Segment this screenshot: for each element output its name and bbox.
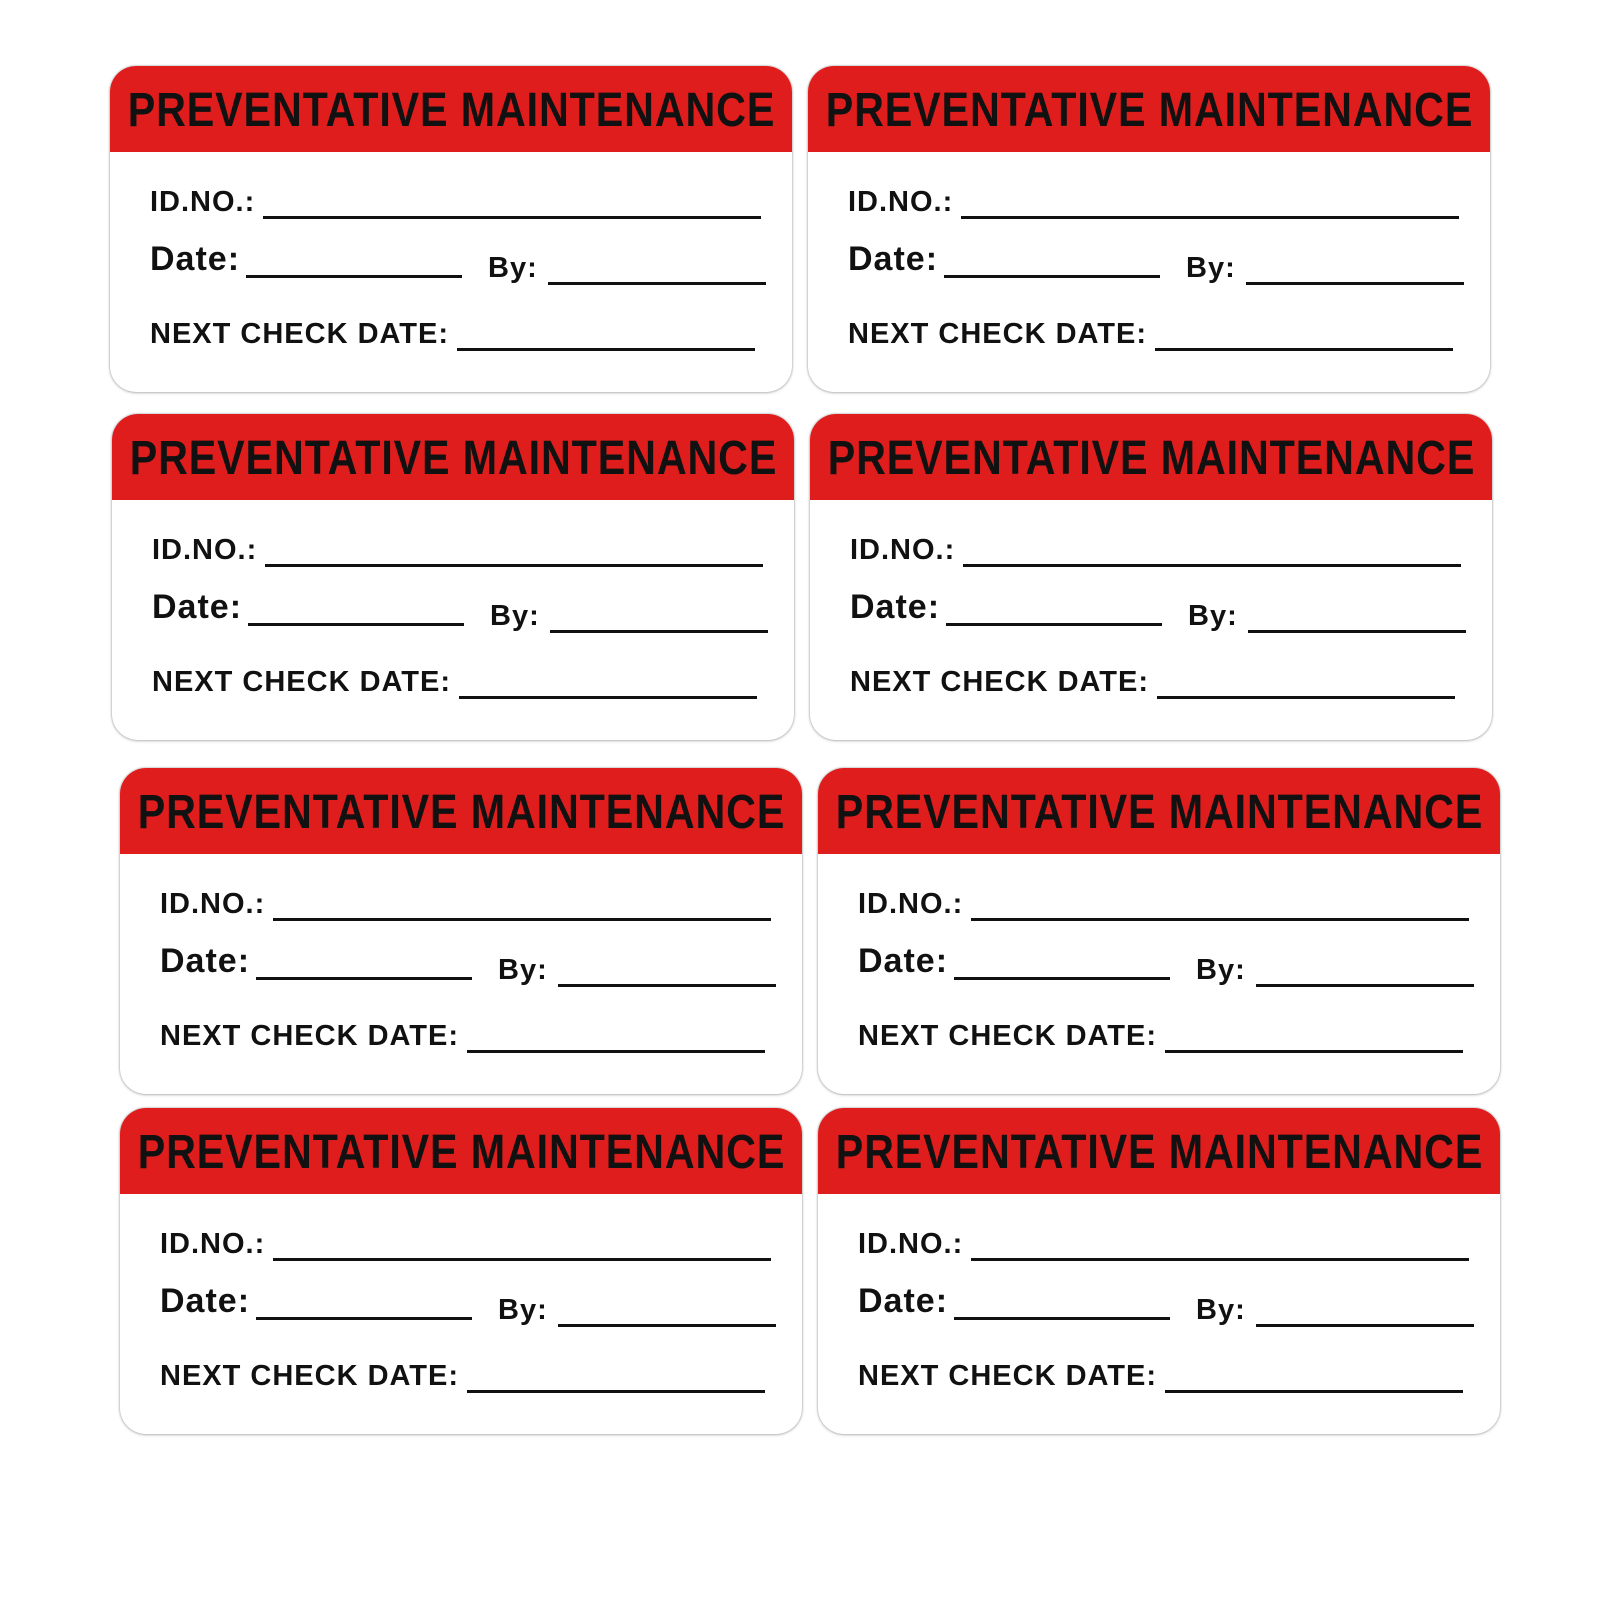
date-label: Date:: [848, 240, 939, 278]
id-number-blank: [961, 216, 1459, 219]
date-blank: [944, 275, 1160, 278]
next-check-date-label: NEXT CHECK DATE:: [848, 318, 1148, 350]
id-number-label: ID.NO.:: [152, 534, 258, 566]
label-header: [818, 768, 1500, 854]
maintenance-label: [120, 1108, 802, 1434]
by-row: [490, 602, 768, 631]
date-row: [848, 242, 1160, 276]
id-number-blank: [263, 216, 761, 219]
label-title: PREVENTATIVE MAINTENANCE: [835, 1126, 1483, 1179]
next-check-date-row: [858, 1022, 1463, 1051]
id-number-blank: [963, 564, 1461, 567]
date-label: Date:: [160, 1282, 251, 1320]
by-label: By:: [1196, 1294, 1246, 1326]
by-row: [1186, 254, 1464, 283]
by-blank: [550, 630, 768, 633]
label-header: [110, 66, 792, 152]
id-number-label: ID.NO.:: [858, 888, 964, 920]
next-check-date-blank: [1155, 348, 1453, 351]
next-check-date-label: NEXT CHECK DATE:: [152, 666, 452, 698]
label-title: PREVENTATIVE MAINTENANCE: [835, 786, 1483, 839]
by-row: [488, 254, 766, 283]
label-title: PREVENTATIVE MAINTENANCE: [137, 1126, 785, 1179]
id-number-blank: [971, 1258, 1469, 1261]
label-header: [120, 1108, 802, 1194]
next-check-date-blank: [467, 1390, 765, 1393]
date-label: Date:: [858, 942, 949, 980]
next-check-date-row: [160, 1362, 765, 1391]
maintenance-label: [810, 414, 1492, 740]
next-check-date-blank: [1165, 1050, 1463, 1053]
maintenance-label: [818, 768, 1500, 1094]
date-label: Date:: [858, 1282, 949, 1320]
id-number-row: [848, 188, 1459, 217]
id-number-row: [152, 536, 763, 565]
next-check-date-row: [160, 1022, 765, 1051]
by-row: [1188, 602, 1466, 631]
id-number-label: ID.NO.:: [160, 1228, 266, 1260]
date-row: [152, 590, 464, 624]
label-title: PREVENTATIVE MAINTENANCE: [129, 432, 777, 485]
date-label: Date:: [850, 588, 941, 626]
by-row: [498, 956, 776, 985]
next-check-date-blank: [1165, 1390, 1463, 1393]
id-number-label: ID.NO.:: [850, 534, 956, 566]
id-number-label: ID.NO.:: [160, 888, 266, 920]
by-blank: [558, 1324, 776, 1327]
label-title: PREVENTATIVE MAINTENANCE: [127, 84, 775, 137]
by-blank: [1246, 282, 1464, 285]
next-check-date-row: [848, 320, 1453, 349]
label-header: [120, 768, 802, 854]
label-title: PREVENTATIVE MAINTENANCE: [137, 786, 785, 839]
label-header: [112, 414, 794, 500]
by-blank: [1256, 1324, 1474, 1327]
next-check-date-label: NEXT CHECK DATE:: [858, 1360, 1158, 1392]
by-row: [1196, 1296, 1474, 1325]
date-row: [858, 944, 1170, 978]
id-number-row: [850, 536, 1461, 565]
date-row: [160, 944, 472, 978]
next-check-date-label: NEXT CHECK DATE:: [858, 1020, 1158, 1052]
by-label: By:: [1186, 252, 1236, 284]
next-check-date-blank: [457, 348, 755, 351]
id-number-label: ID.NO.:: [858, 1228, 964, 1260]
id-number-blank: [971, 918, 1469, 921]
label-title: PREVENTATIVE MAINTENANCE: [827, 432, 1475, 485]
maintenance-label: [112, 414, 794, 740]
by-row: [1196, 956, 1474, 985]
next-check-date-row: [152, 668, 757, 697]
date-blank: [248, 623, 464, 626]
by-blank: [558, 984, 776, 987]
by-blank: [1256, 984, 1474, 987]
id-number-label: ID.NO.:: [150, 186, 256, 218]
by-blank: [548, 282, 766, 285]
next-check-date-row: [850, 668, 1455, 697]
next-check-date-row: [150, 320, 755, 349]
date-label: Date:: [150, 240, 241, 278]
id-number-blank: [273, 918, 771, 921]
by-label: By:: [498, 954, 548, 986]
by-blank: [1248, 630, 1466, 633]
label-header: [810, 414, 1492, 500]
maintenance-label: [818, 1108, 1500, 1434]
date-label: Date:: [160, 942, 251, 980]
id-number-row: [858, 890, 1469, 919]
id-number-row: [160, 1230, 771, 1259]
date-blank: [246, 275, 462, 278]
date-blank: [946, 623, 1162, 626]
id-number-blank: [265, 564, 763, 567]
date-blank: [256, 1317, 472, 1320]
next-check-date-blank: [1157, 696, 1455, 699]
date-blank: [954, 977, 1170, 980]
maintenance-label: [120, 768, 802, 1094]
id-number-label: ID.NO.:: [848, 186, 954, 218]
date-row: [160, 1284, 472, 1318]
maintenance-label: [808, 66, 1490, 392]
date-blank: [256, 977, 472, 980]
next-check-date-label: NEXT CHECK DATE:: [150, 318, 450, 350]
maintenance-label: [110, 66, 792, 392]
label-header: [818, 1108, 1500, 1194]
id-number-blank: [273, 1258, 771, 1261]
date-row: [858, 1284, 1170, 1318]
next-check-date-label: NEXT CHECK DATE:: [160, 1020, 460, 1052]
id-number-row: [150, 188, 761, 217]
label-title: PREVENTATIVE MAINTENANCE: [825, 84, 1473, 137]
date-row: [850, 590, 1162, 624]
next-check-date-row: [858, 1362, 1463, 1391]
next-check-date-blank: [459, 696, 757, 699]
date-blank: [954, 1317, 1170, 1320]
by-row: [498, 1296, 776, 1325]
next-check-date-label: NEXT CHECK DATE:: [160, 1360, 460, 1392]
next-check-date-blank: [467, 1050, 765, 1053]
by-label: By:: [498, 1294, 548, 1326]
by-label: By:: [1188, 600, 1238, 632]
id-number-row: [858, 1230, 1469, 1259]
by-label: By:: [1196, 954, 1246, 986]
date-label: Date:: [152, 588, 243, 626]
by-label: By:: [490, 600, 540, 632]
date-row: [150, 242, 462, 276]
label-header: [808, 66, 1490, 152]
by-label: By:: [488, 252, 538, 284]
id-number-row: [160, 890, 771, 919]
next-check-date-label: NEXT CHECK DATE:: [850, 666, 1150, 698]
